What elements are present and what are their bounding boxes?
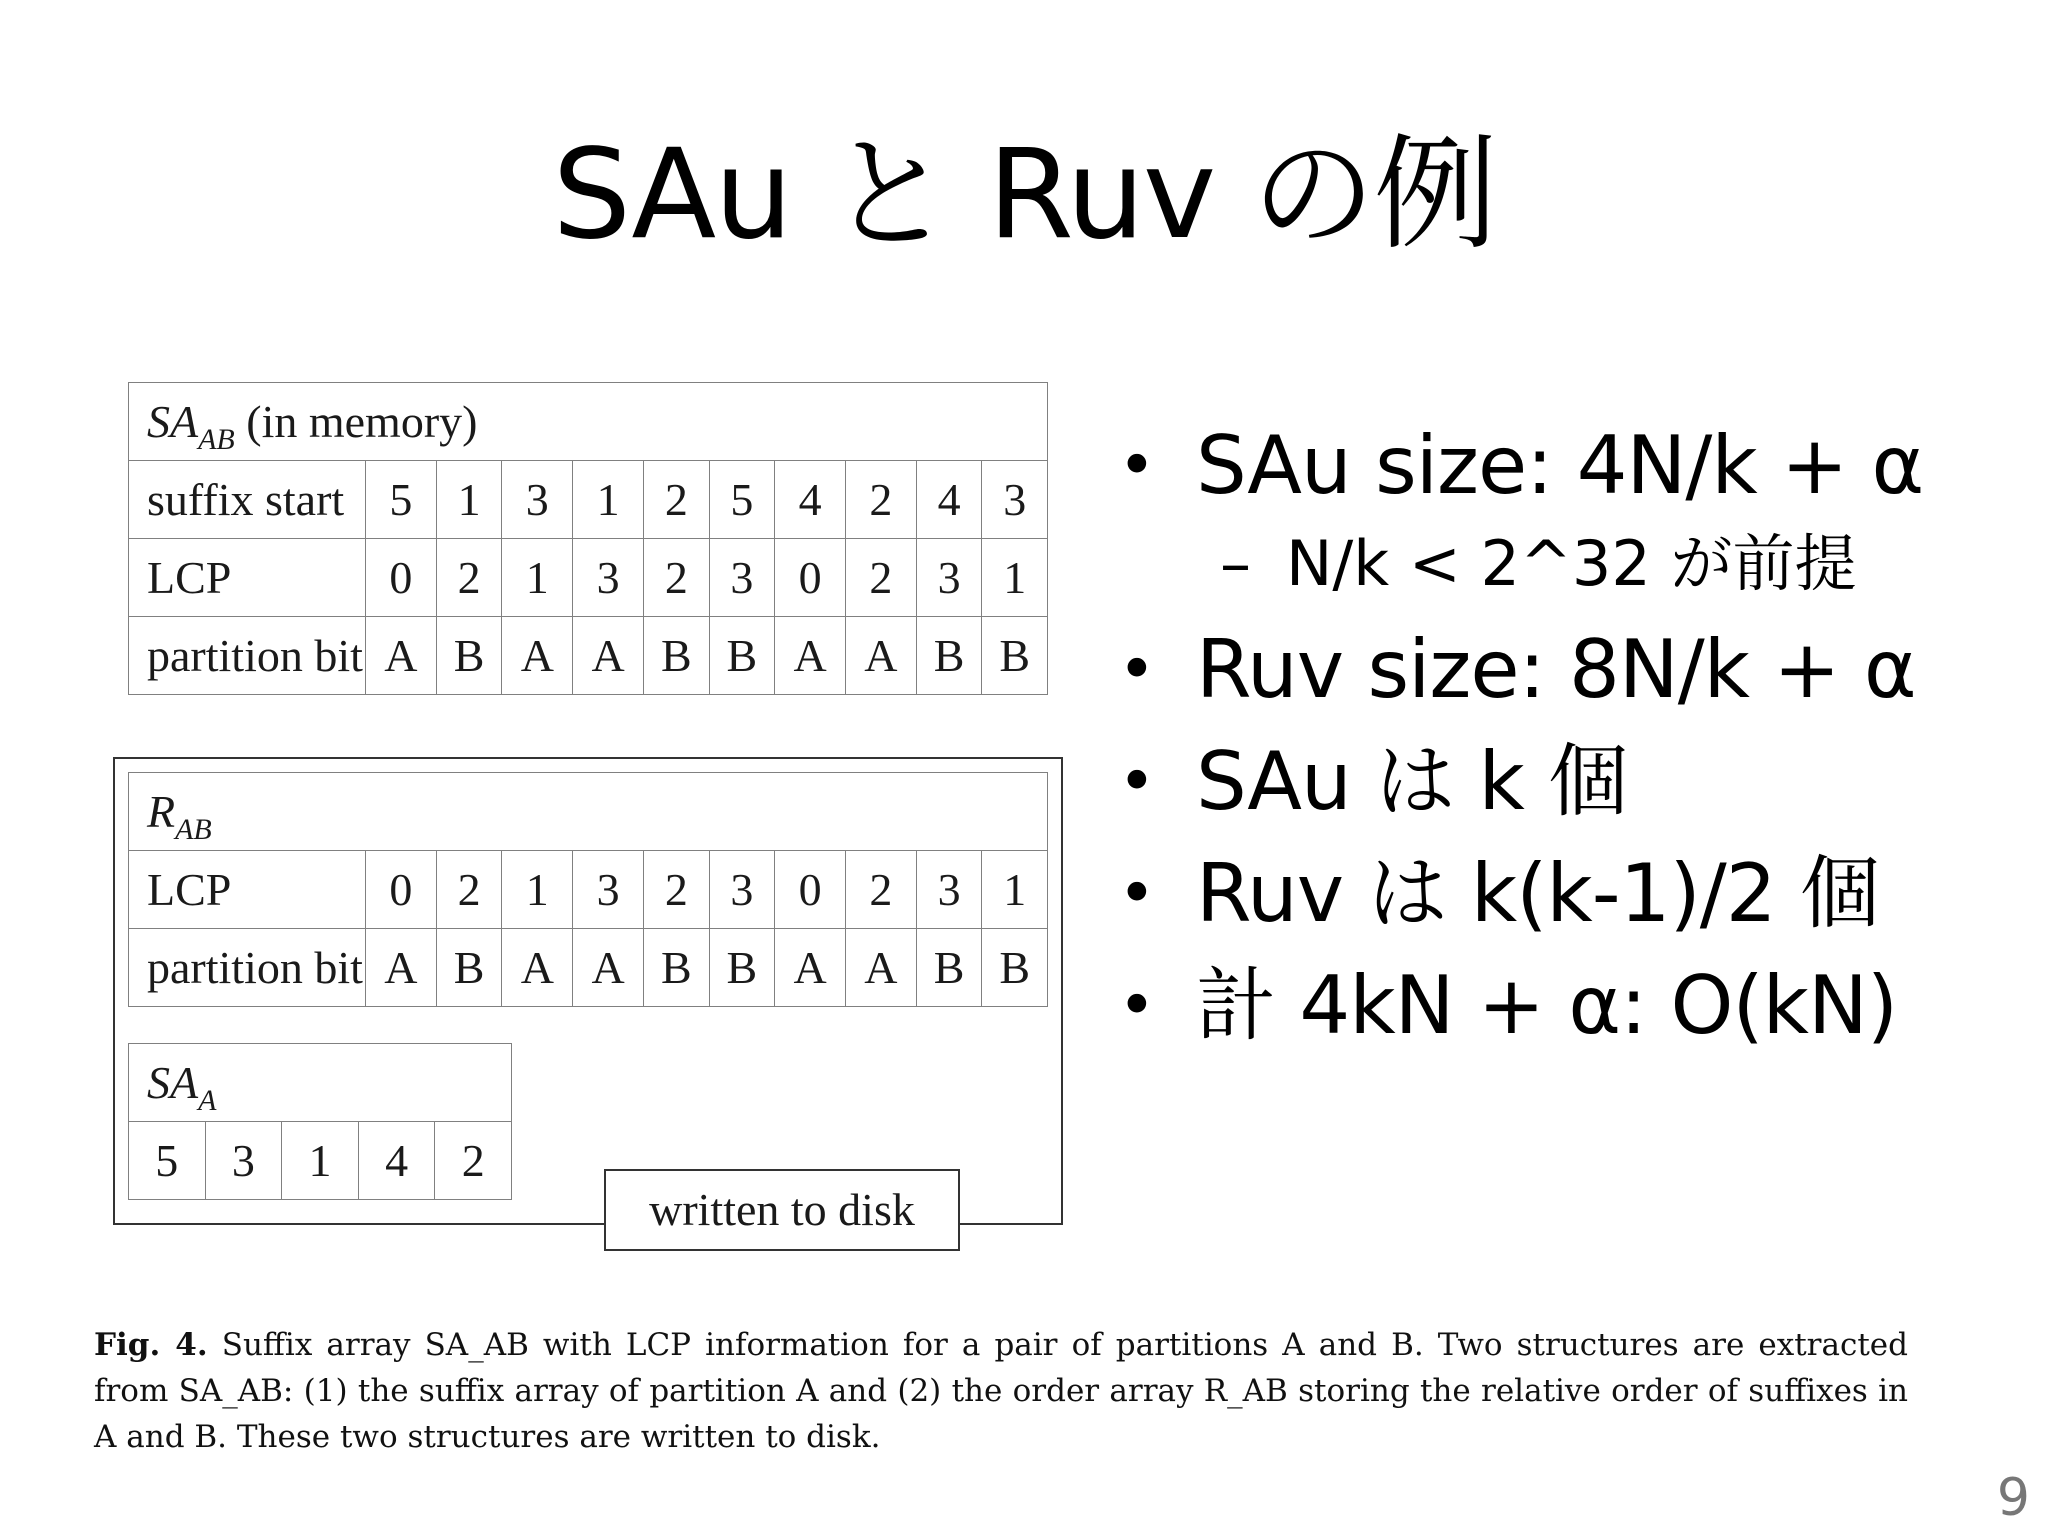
bullet-item [1110, 614, 2010, 726]
table-cell: A [775, 617, 846, 695]
table-row [129, 851, 1048, 929]
row-label: LCP [129, 851, 366, 929]
bullet-text: Ruv size: 8N/k + α [1196, 623, 1916, 716]
table-cell: 5 [366, 461, 437, 539]
bullet-dot-icon: • [1118, 857, 1155, 931]
table-cell: 2 [846, 539, 917, 617]
table-cell: 3 [709, 539, 775, 617]
table-cell: 2 [436, 539, 502, 617]
bullet-dot-icon: • [1118, 633, 1155, 707]
table-cell: 2 [846, 851, 917, 929]
table-cell: 2 [435, 1122, 512, 1200]
table-cell: B [644, 617, 710, 695]
table-cell: B [709, 617, 775, 695]
saa-table [128, 1043, 512, 1200]
sub-bullet-item [1110, 514, 2010, 614]
saab-table [128, 382, 1048, 695]
table-cell: 3 [916, 851, 982, 929]
table-row [129, 461, 1048, 539]
table-cell: B [982, 617, 1048, 695]
row-label: LCP [129, 539, 366, 617]
table-row [129, 929, 1048, 1007]
caption-text: Suffix array SA_AB with LCP information for a pair of partitions A and B. Two structures are extracted from SA_AB: (1) the suffix array of partition A and (2) the order array R_AB storing the relative order of suffixes in A and B. These two structures are written to disk. [94, 1327, 1908, 1455]
table-cell: 3 [205, 1122, 282, 1200]
bullet-text: SAu size: 4N/k + α [1196, 419, 1924, 512]
table-cell: 0 [775, 539, 846, 617]
table-row [129, 539, 1048, 617]
bullet-item [1110, 410, 2010, 522]
table-cell: 0 [775, 851, 846, 929]
saa-caption: $SA_A$ [129, 1044, 512, 1122]
slide-title: SAu と Ruv の例 [552, 123, 1496, 267]
table-cell: 4 [775, 461, 846, 539]
table-cell: A [502, 617, 573, 695]
table-cell: 1 [502, 851, 573, 929]
table-cell: 5 [129, 1122, 206, 1200]
table-cell: B [916, 929, 982, 1007]
bullet-list [1110, 410, 2010, 1062]
table-cell: 3 [916, 539, 982, 617]
table-row [129, 617, 1048, 695]
table-cell: 3 [982, 461, 1048, 539]
bullet-dot-icon: • [1118, 745, 1155, 819]
bullet-dot-icon: • [1118, 429, 1155, 503]
table-cell: 3 [709, 851, 775, 929]
table-cell: 5 [709, 461, 775, 539]
dash-icon: – [1220, 527, 1251, 600]
table-cell: A [502, 929, 573, 1007]
bullet-text: 計 4kN + α: O(kN) [1196, 959, 1898, 1052]
bullet-item [1110, 950, 2010, 1062]
table-cell: A [846, 929, 917, 1007]
table-cell: 2 [644, 461, 710, 539]
table-cell: B [436, 617, 502, 695]
table-cell: 0 [366, 539, 437, 617]
table-cell: A [573, 929, 644, 1007]
table-cell: 2 [644, 851, 710, 929]
table-cell: 2 [436, 851, 502, 929]
written-to-disk-label: written to disk [604, 1169, 960, 1251]
table-cell: 1 [436, 461, 502, 539]
sub-bullet-text: N/k < 2^32 が前提 [1286, 527, 1857, 600]
table-cell: A [573, 617, 644, 695]
bullet-dot-icon: • [1118, 969, 1155, 1043]
bullet-text: Ruv は k(k-1)/2 個 [1196, 847, 1880, 940]
table-cell: 3 [573, 851, 644, 929]
table-cell: A [366, 617, 437, 695]
table-cell: 1 [502, 539, 573, 617]
table-cell: 4 [358, 1122, 435, 1200]
table-cell: B [916, 617, 982, 695]
saa-values-row [129, 1122, 512, 1200]
table-cell: A [366, 929, 437, 1007]
table-cell: 0 [366, 851, 437, 929]
page-number: 9 [1996, 1468, 2030, 1528]
table-cell: 1 [282, 1122, 359, 1200]
table-cell: 2 [846, 461, 917, 539]
table-cell: 1 [573, 461, 644, 539]
saab-caption: $SA_{AB}$ (in memory) [129, 383, 1048, 461]
row-label: partition bit [129, 617, 366, 695]
caption-label: Fig. 4. [94, 1327, 208, 1363]
bullet-item [1110, 726, 2010, 838]
table-cell: A [846, 617, 917, 695]
table-cell: 1 [982, 851, 1048, 929]
table-cell: 4 [916, 461, 982, 539]
table-cell: 3 [502, 461, 573, 539]
bullet-text: SAu は k 個 [1196, 735, 1628, 828]
table-cell: 1 [982, 539, 1048, 617]
bullet-item [1110, 838, 2010, 950]
table-cell: A [775, 929, 846, 1007]
rab-table [128, 772, 1048, 1007]
table-cell: 3 [573, 539, 644, 617]
table-cell: 2 [644, 539, 710, 617]
table-cell: B [709, 929, 775, 1007]
rab-caption: $R_{AB}$ [129, 773, 1048, 851]
table-cell: B [982, 929, 1048, 1007]
row-label: suffix start [129, 461, 366, 539]
table-cell: B [436, 929, 502, 1007]
table-cell: B [644, 929, 710, 1007]
row-label: partition bit [129, 929, 366, 1007]
figure-caption [94, 1322, 1908, 1460]
